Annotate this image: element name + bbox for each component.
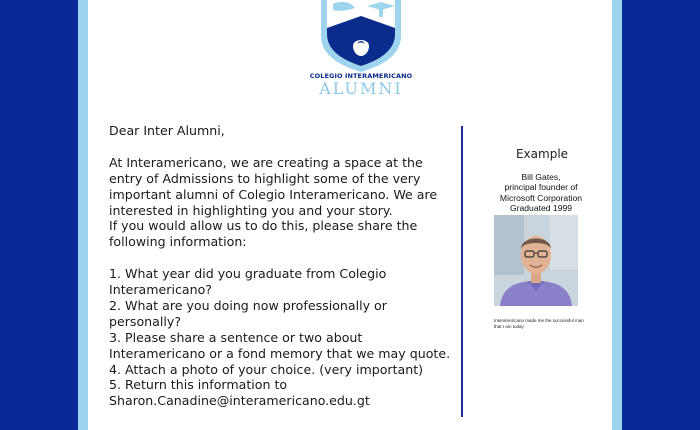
caption-line: Microsoft Corporation [499,192,583,203]
caption-line: Bill Gates, [521,172,561,182]
list-line: 2. What are you doing now professionally or [109,297,387,313]
example-note: Interamericano made me the successful man that I am today [494,318,584,329]
caption-line: principal founder of [504,182,578,193]
school-crest-icon [319,0,403,72]
alumni-photo [494,215,578,306]
vertical-divider [461,126,463,417]
intro-line: following information: [109,234,247,250]
paragraph-gap [109,250,461,266]
right-border [622,0,700,430]
left-stripe [78,0,88,430]
list-line: personally? [109,313,182,329]
intro-line: At Interamericano, we are creating a space at the [109,154,423,170]
school-name: COLEGIO INTERAMERICANO [309,72,413,80]
list-line: Interamericano or a fond memory that we may quote. [109,345,451,361]
intro-line: important alumni of Colegio Interamericano. We are [109,186,438,202]
right-stripe [612,0,622,430]
caption-line: Graduated 1999 [509,203,573,214]
left-border [0,0,78,430]
intro-line: interested in highlighting you and your story. [109,202,393,218]
paragraph-gap [109,139,461,155]
list-line: 4. Attach a photo of your choice. (very important) [109,361,424,377]
alumni-wordmark: ALUMNI [319,79,403,98]
greeting: Dear Inter Alumni, [109,123,225,138]
example-caption [486,172,596,214]
intro-line: If you would allow us to do this, please share the [109,218,418,234]
list-line: Interamericano? [109,282,212,298]
list-line: 3. Please share a sentence or two about [109,329,363,345]
example-heading: Example [515,147,569,161]
list-line: 5. Return this information to [109,377,288,393]
intro-line: entry of Admissions to highlight some of the very [109,170,421,186]
list-line: 1. What year did you graduate from Colegio [109,266,387,282]
letter-body [109,123,461,409]
contact-email: Sharon.Canadine@interamericano.edu.gt [109,393,370,409]
